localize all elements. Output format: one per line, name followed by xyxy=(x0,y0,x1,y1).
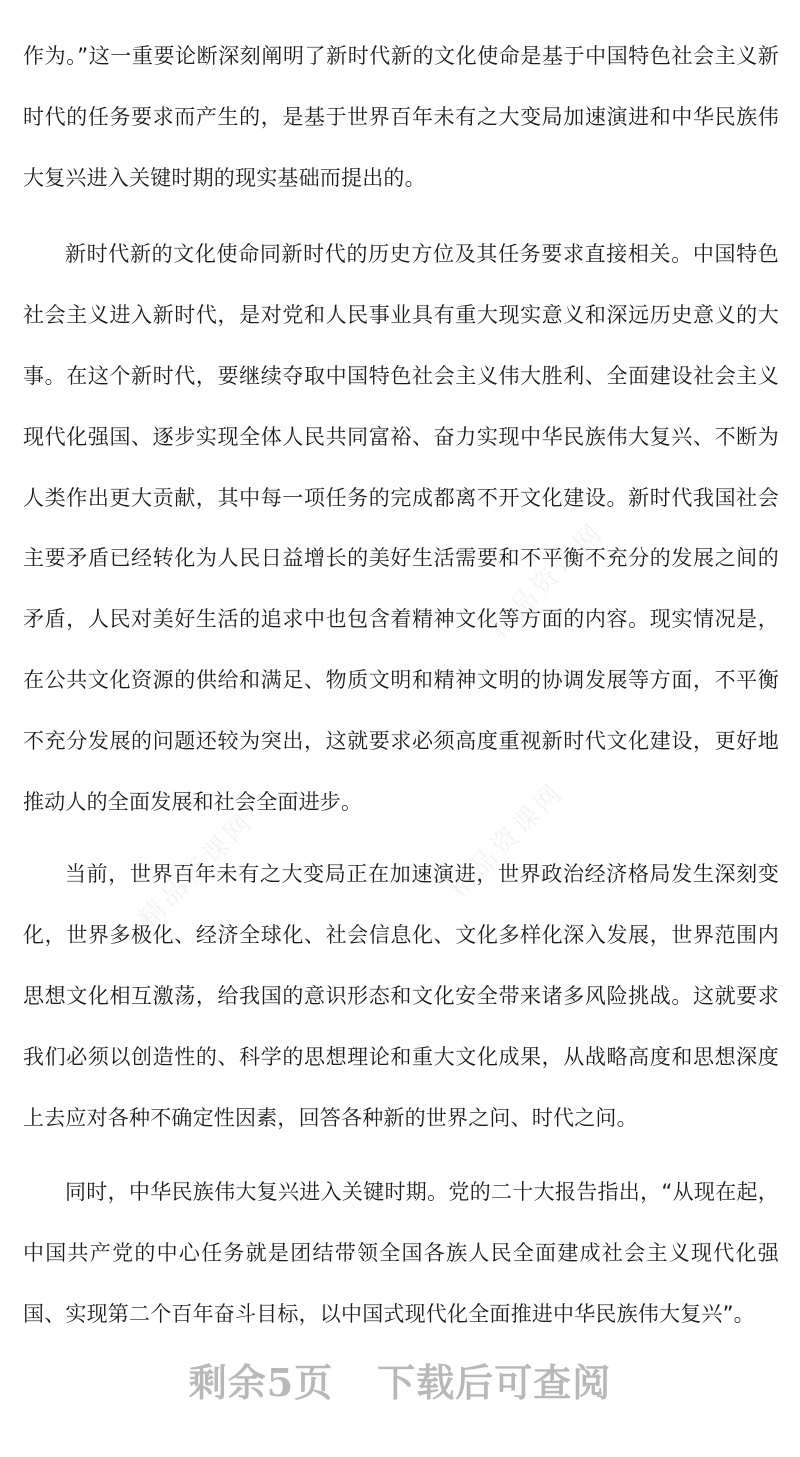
article-body xyxy=(23,26,779,1345)
paragraph: 新时代新的文化使命同新时代的历史方位及其任务要求直接相关。中国特色社会主义进入新时代，是对党和人民事业具有重大现实意义和深远历史意义的大事。在这个新时代，要继续夺取中国特色社会主义伟大胜利、全面建设社会主义现代化强国、逐步实现全体人民共同富裕、奋力实现中华民族伟大复兴、不断为人类作出更大贡献，其中每一项任务的完成都离不开文化建设。新时代我国社会主要矛盾已经转化为人民日益增长的美好生活需要和不平衡不充分的发展之间的矛盾，人民对美好生活的追求中也包含着精神文化等方面的内容。现实情况是，在公共文化资源的供给和满足、物质文明和精神文明的协调发展等方面，不平衡不充分发展的问题还较为突出，这就要求必须高度重视新时代文化建设，更好地推动人的全面发展和社会全面进步。 xyxy=(23,242,779,814)
watermark: 精品资课网 xyxy=(443,776,571,904)
paragraph: 同时，中华民族伟大复兴进入关键时期。党的二十大报告指出，“从现在起，中国共产党的中心任务就是团结带领全国各族人民全面建成社会主义现代化强国、实现第二个百年奋斗目标，以中国式现代化全面推进中华民族伟大复兴”。 xyxy=(23,1180,779,1326)
paragraph: 作为。”这一重要论断深刻阐明了新时代新的文化使命是基于中国特色社会主义新时代的任务要求而产生的，是基于世界百年未有之大变局加速演进和中华民族伟大复兴进入关键时期的现实基础而提出的。 xyxy=(23,44,779,190)
remaining-pages-label: 剩余5页 xyxy=(188,1360,334,1405)
paragraph: 当前，世界百年未有之大变局正在加速演进，世界政治经济格局发生深刻变化，世界多极化、经济全球化、社会信息化、文化多样化深入发展，世界范围内思想文化相互激荡，给我国的意识形态和文化安全带来诸多风险挑战。这就要求我们必须以创造性的、科学的思想理论和重大文化成果，从战略高度和思想深度上去应对各种不确定性因素，回答各种新的世界之问、时代之问。 xyxy=(23,862,779,1130)
watermark: 精品资课网 xyxy=(133,806,261,934)
download-prompt[interactable] xyxy=(0,1352,800,1407)
watermark: 精品资课网 xyxy=(483,516,611,644)
download-to-view-label: 下载后可查阅 xyxy=(377,1360,612,1405)
